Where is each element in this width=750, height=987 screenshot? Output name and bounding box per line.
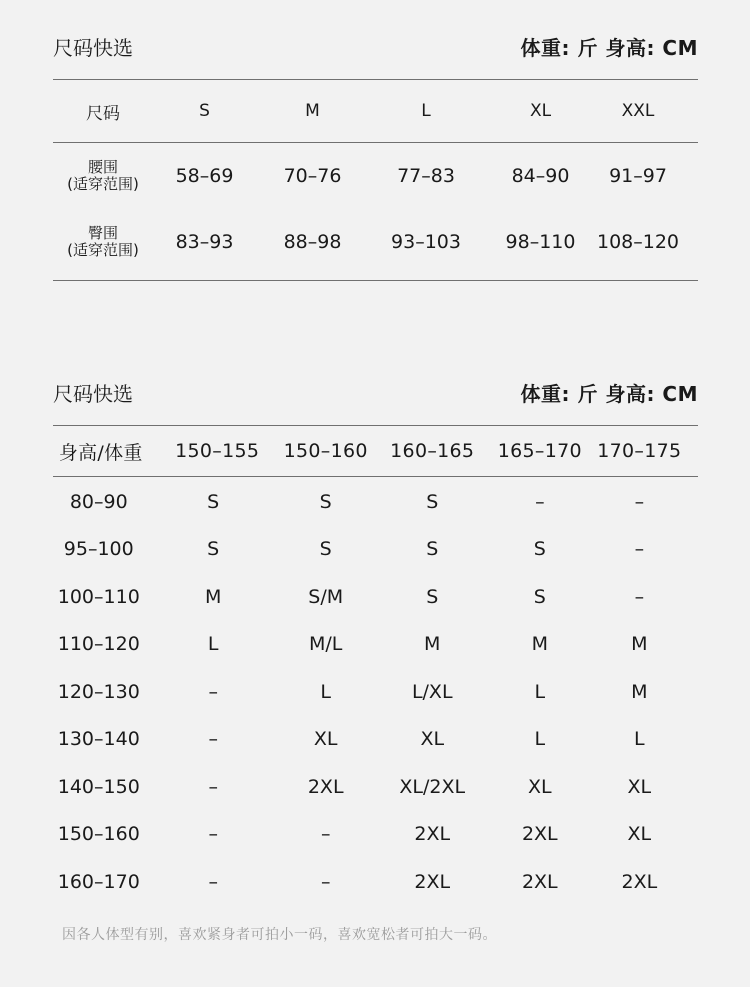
header-size: S: [199, 101, 210, 121]
table-cell: S/M: [308, 585, 344, 608]
table-cell: 2XL: [307, 775, 344, 798]
table-cell: L: [534, 680, 546, 703]
row-label: [53, 225, 153, 259]
table-cell: S: [207, 538, 220, 561]
table-cell: 108–120: [596, 231, 680, 253]
row-label: 150–160: [57, 823, 140, 846]
table-row: [53, 858, 698, 906]
table-cell: 2XL: [414, 823, 451, 846]
size-table-header: [53, 80, 698, 142]
table-cell: L: [634, 728, 645, 751]
table-cell: S: [426, 538, 439, 561]
table-cell: S: [207, 490, 220, 513]
row-label: 80–90: [69, 490, 128, 513]
section-2-title: 尺码快选: [53, 381, 133, 406]
table-cell: 91–97: [609, 165, 667, 187]
table-row: [53, 478, 698, 526]
row-label: 95–100: [63, 538, 134, 561]
table-cell: L/XL: [411, 680, 453, 703]
table-cell: –: [208, 823, 218, 846]
table-cell: XL: [528, 775, 552, 798]
table-cell: 2XL: [621, 870, 658, 893]
table-cell: XL: [627, 775, 652, 798]
table-cell: –: [320, 870, 331, 893]
table-row: [53, 209, 698, 275]
header-size: M: [305, 101, 320, 121]
table-row: [53, 716, 698, 764]
row-label-main: 腰围: [87, 158, 118, 176]
table-cell: L: [534, 728, 546, 751]
header-size: XXL: [621, 101, 655, 121]
table-cell: 88–98: [283, 231, 342, 253]
table-cell: XL: [420, 728, 445, 751]
table-cell: S: [319, 538, 332, 561]
table-cell: –: [208, 775, 218, 798]
table-cell: L: [207, 633, 219, 656]
row-label: 100–110: [57, 585, 140, 608]
divider: [53, 280, 698, 281]
table-cell: –: [634, 490, 645, 513]
table-cell: 58–69: [175, 165, 234, 187]
row-label: 130–140: [57, 728, 140, 751]
section-1-title: 尺码快选: [53, 35, 133, 60]
table-cell: 84–90: [511, 165, 570, 187]
section-1-header: [53, 26, 698, 66]
table-row: [53, 668, 698, 716]
table-cell: 77–83: [397, 165, 455, 187]
table-cell: –: [208, 680, 218, 703]
table-cell: –: [320, 823, 331, 846]
table-row: [53, 526, 698, 574]
header-size: L: [421, 101, 431, 121]
row-label-sub: (适穿范围): [67, 241, 139, 259]
row-label-sub: (适穿范围): [67, 175, 139, 193]
table-row: [53, 573, 698, 621]
table-cell: –: [208, 728, 218, 751]
row-label-main: 臀围: [87, 224, 118, 242]
table-cell: 70–76: [283, 165, 342, 187]
table-cell: S: [319, 490, 332, 513]
row-label: 140–150: [57, 775, 140, 798]
row-label: 160–170: [57, 870, 140, 893]
header-column: 160–165: [390, 440, 475, 462]
table-cell: –: [535, 490, 545, 513]
table-row: [53, 143, 698, 209]
table-cell: XL: [627, 823, 652, 846]
header-column: 150–155: [175, 440, 260, 462]
row-label: [53, 159, 153, 193]
table-cell: 93–103: [391, 231, 461, 253]
table-cell: 2XL: [521, 870, 558, 893]
table-cell: S: [426, 490, 439, 513]
header-size: XL: [529, 101, 552, 121]
table-cell: –: [208, 870, 218, 893]
section-2-header: [53, 372, 698, 412]
section-2-unit-note: 体重: 斤 身高: CM: [520, 381, 698, 406]
header-label: 尺码: [86, 103, 120, 124]
table-row: [53, 763, 698, 811]
header-label: 身高/体重: [58, 441, 143, 464]
header-column: 170–175: [597, 440, 682, 462]
table-cell: S: [426, 585, 439, 608]
table-row: [53, 811, 698, 859]
size-quick-select-section-2: [53, 372, 698, 906]
table-cell: 2XL: [414, 870, 451, 893]
table-cell: –: [634, 538, 645, 561]
table-row: [53, 621, 698, 669]
table-cell: M: [531, 633, 549, 656]
table-cell: 2XL: [521, 823, 558, 846]
table-cell: M: [631, 680, 648, 703]
table-cell: M: [424, 633, 441, 656]
table-cell: M/L: [309, 633, 343, 656]
row-label: 120–130: [57, 680, 140, 703]
table-cell: XL: [313, 728, 338, 751]
height-weight-table-body: [53, 477, 698, 906]
header-column: 150–160: [283, 440, 368, 462]
table-cell: L: [320, 680, 331, 703]
fit-advice-footnote: 因各人体型有别，喜欢紧身者可拍小一码，喜欢宽松者可拍大一码。: [62, 927, 497, 943]
table-cell: XL/2XL: [399, 775, 466, 798]
table-cell: M: [204, 585, 222, 608]
table-cell: S: [533, 585, 546, 608]
header-column: 165–170: [497, 440, 582, 462]
table-cell: M: [631, 633, 648, 656]
table-cell: 98–110: [505, 231, 576, 253]
size-quick-select-section-1: [53, 26, 698, 281]
section-1-unit-note: 体重: 斤 身高: CM: [520, 35, 698, 60]
table-cell: S: [533, 538, 546, 561]
row-label: 110–120: [57, 633, 140, 656]
table-cell: 83–93: [175, 231, 234, 253]
table-cell: –: [634, 585, 645, 608]
height-weight-table-header: [53, 426, 698, 476]
